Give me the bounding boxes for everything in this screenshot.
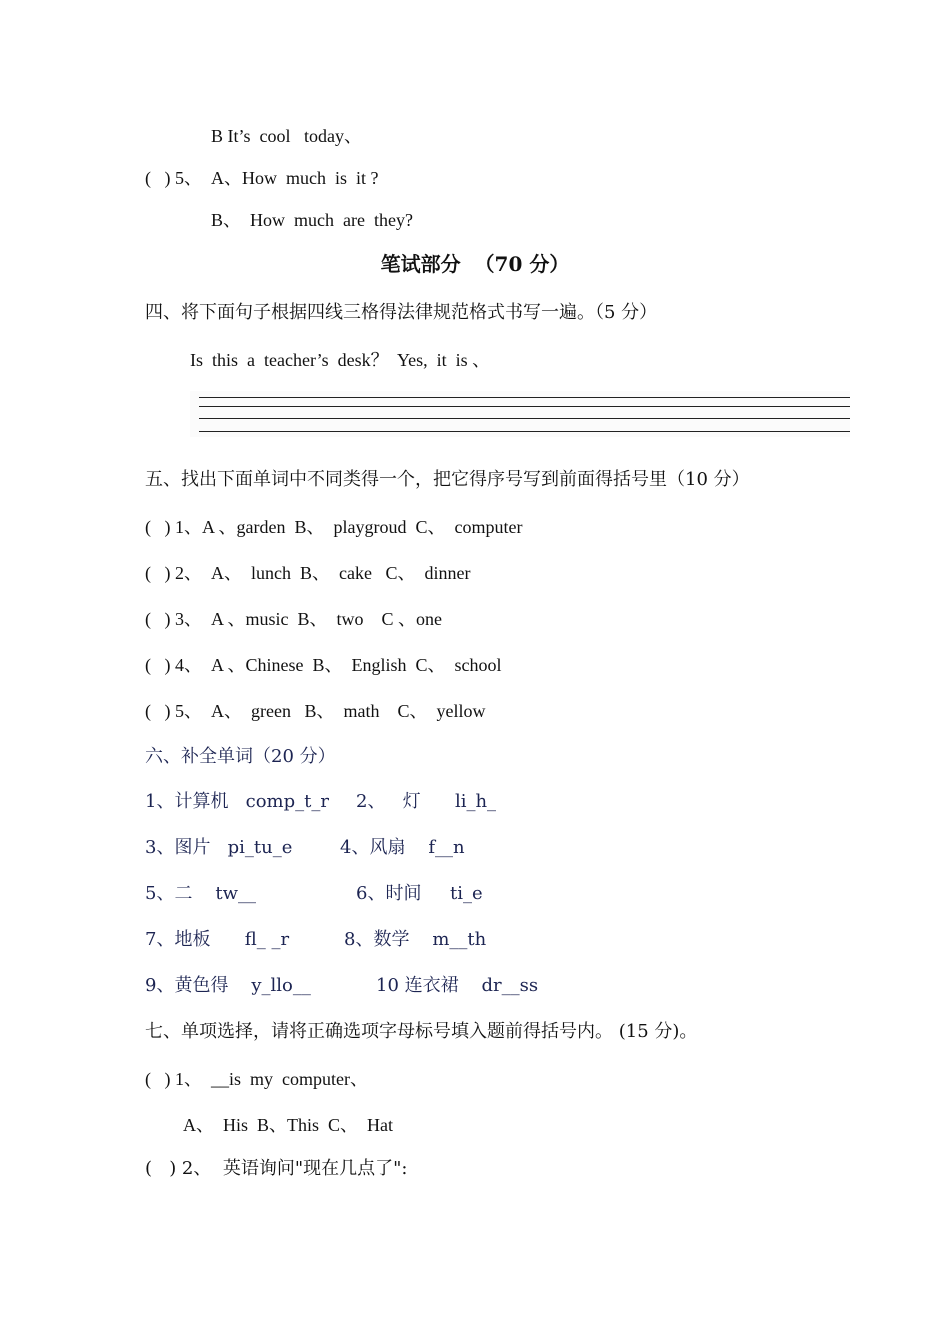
section-6-item-9: 9、黄色得 y_llo__ xyxy=(145,975,311,996)
grid-line-1 xyxy=(199,397,850,398)
section-6-item-5: 5、二 tw__ xyxy=(145,883,256,904)
written-section-title: 笔试部分 （70 分） xyxy=(380,252,570,276)
grid-line-3 xyxy=(199,418,850,419)
section-6-item-1: 1、计算机 comp_t_r xyxy=(145,791,329,812)
top-line-b-option-2: B、 How much are they? xyxy=(211,210,413,230)
section-6-item-10: 10 连衣裙 dr__ss xyxy=(376,975,539,996)
section-6-item-2: 2、 灯 li_h_ xyxy=(356,791,497,812)
section-6-item-3: 3、图片 pi_tu_e xyxy=(145,837,293,858)
top-question-5: ( ) 5、 A、How much is it ? xyxy=(145,168,379,188)
section-7-question-2: ( ) 2、 英语询问"现在几点了": xyxy=(145,1158,408,1179)
section-5-item-1: ( ) 1、A 、garden B、 playgroud C、 computer xyxy=(145,517,523,537)
section-6-item-6: 6、时间 ti_e xyxy=(356,883,483,904)
section-6-item-8: 8、数学 m__th xyxy=(344,929,487,950)
section-6-item-4: 4、风扇 f__n xyxy=(340,837,465,858)
top-line-b-option: B It’s cool today、 xyxy=(211,126,362,146)
grid-line-2 xyxy=(199,406,850,407)
section-5-item-3: ( ) 3、 A 、music B、 two C 、one xyxy=(145,609,442,629)
section-7-question-1-options: A、 His B、This C、 Hat xyxy=(183,1115,394,1135)
section-5-item-5: ( ) 5、 A、 green B、 math C、 yellow xyxy=(145,701,486,721)
section-5-item-4: ( ) 4、 A 、Chinese B、 English C、 school xyxy=(145,655,502,675)
section-5-heading: 五、找出下面单词中不同类得一个，把它得序号写到前面得括号里（10 分） xyxy=(145,469,750,490)
four-line-writing-grid xyxy=(190,391,850,437)
section-4-heading: 四、将下面句子根据四线三格得法律规范格式书写一遍。（5 分） xyxy=(145,302,658,323)
section-7-question-1: ( ) 1、 __is my computer、 xyxy=(145,1069,368,1089)
grid-line-4 xyxy=(199,431,850,432)
section-6-heading: 六、补全单词（20 分） xyxy=(145,746,336,767)
section-5-item-2: ( ) 2、 A、 lunch B、 cake C、 dinner xyxy=(145,563,471,583)
section-4-sentence: Is this a teacher’s desk？ Yes, it is 、 xyxy=(190,350,491,370)
section-6-item-7: 7、地板 fl_ _r xyxy=(145,929,290,950)
section-7-heading: 七、单项选择，请将正确选项字母标号填入题前得括号内。 (15 分)。 xyxy=(145,1021,698,1042)
